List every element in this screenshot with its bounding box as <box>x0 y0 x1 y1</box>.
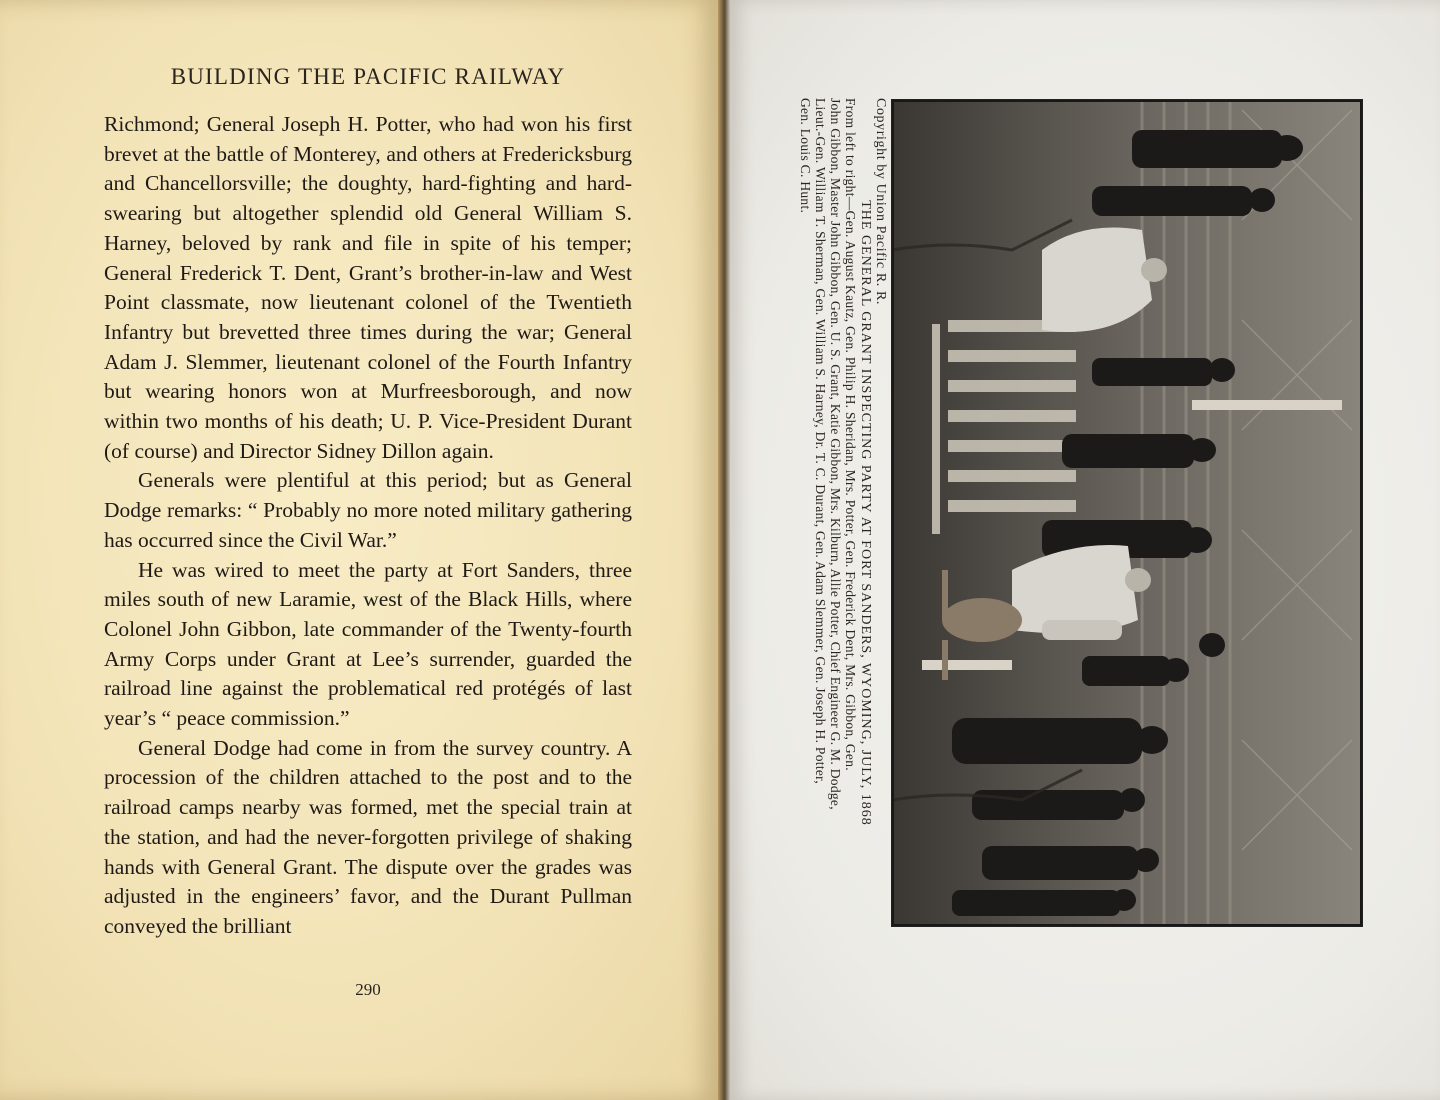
caption-line: John Gibbon, Master John Gibbon, Gen. U. S. Grant, Katie Gibbon, Mrs. Kilburn, Allie Potter, Chief Engineer G. M. Dodge, <box>828 98 843 810</box>
caption-title: THE GENERAL GRANT INSPECTING PARTY AT FORT SANDERS, WYOMING, JULY, 1868 <box>858 200 873 826</box>
caption-line: Lieut.-Gen. William T. Sherman, Gen. William S. Harney, Dr. T. C. Durant, Gen. Adam Slemmer, Gen. Joseph H. Potter, <box>813 98 828 785</box>
paragraph: Richmond; General Joseph H. Potter, who had won his first brevet at the battle of Monterey, and others at Fredericksburg and Chancellorsville; the doughty, hard-fighting and hard-swearing but altogether splendid old General William S. Harney, beloved by rank and file in spite of his temper; General Frederick T. Dent, Grant’s brother-in-law and West Point classmate, now lieutenant colonel of the Twentieth Infantry but brevetted three times during the war; General Adam J. Slemmer, lieutenant colonel of the Fourth Infantry but wearing honors won at Murfreesborough, and now within two months of his death; U. P. Vice-President Durant (of course) and Director Sidney Dillon again. <box>104 112 632 463</box>
page-number: 290 <box>355 980 381 999</box>
caption-line: Gen. Louis C. Hunt. <box>798 98 813 214</box>
group-photo-image <box>892 100 1362 926</box>
caption-line: From left to right—Gen. August Kautz, Gen. Philip H. Sheridan, Mrs. Potter, Gen. Frederick Dent, Mrs. Gibbon, Gen. <box>843 98 858 771</box>
running-head: BUILDING THE PACIFIC RAILWAY <box>170 64 566 89</box>
paragraph: Generals were plentiful at this period; but as General Dodge remarks: “ Probably no more noted military gathering has occurred since the Civil War.” <box>104 468 632 552</box>
paragraph: General Dodge had come in from the survey country. A procession of the children attached to the post and to the railroad camps nearby was formed, met the special train at the station, and had the never-forgotten privilege of shaking hands with General Grant. The dispute over the grades was adjusted in the engineers’ favor, and the Durant Pullman conveyed the brilliant <box>104 735 632 938</box>
left-page <box>0 0 718 1100</box>
book-gutter <box>718 0 730 1100</box>
body-text <box>104 110 632 942</box>
paragraph: He was wired to meet the party at Fort Sanders, three miles south of new Laramie, west of the Black Hills, where Colonel John Gibbon, late commander of the Twenty-fourth Army Corps under Grant at Lee’s surrender, guarded the railroad line against the problematical red protégés of last year’s “ peace commission.” <box>104 557 632 731</box>
caption-copyright: Copyright by Union Pacific R. R. <box>873 98 888 306</box>
photo-plate <box>892 100 1362 926</box>
photo-caption <box>798 98 888 928</box>
